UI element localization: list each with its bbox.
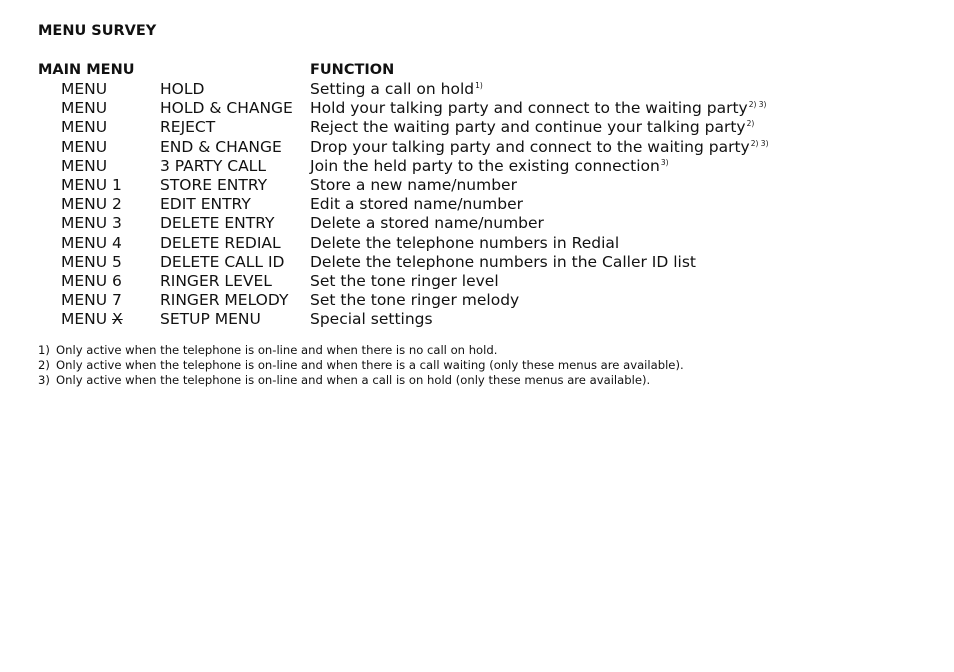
footnote bbox=[38, 358, 918, 373]
footnote-ref: 2) 3) bbox=[748, 100, 767, 110]
menu-key: MENU bbox=[61, 156, 108, 175]
main-menu-header: MAIN MENU bbox=[38, 62, 135, 78]
menu-name: 3 PARTY CALL bbox=[160, 156, 266, 175]
menu-name: EDIT ENTRY bbox=[160, 195, 251, 214]
menu-function: Join the held party to the existing connection$^{3)}$ bbox=[310, 156, 669, 175]
menu-key: MENU X bbox=[61, 310, 123, 329]
table-header bbox=[38, 60, 918, 80]
table-row bbox=[38, 234, 918, 253]
footnotes bbox=[38, 343, 918, 387]
table-row bbox=[38, 253, 918, 272]
menu-function: Set the tone ringer melody bbox=[310, 291, 520, 310]
page-title: MENU SURVEY bbox=[38, 23, 157, 39]
table-row bbox=[38, 157, 918, 176]
footnote-text: Only active when the telephone is on-line and when a call is on hold (only these menus are available). bbox=[56, 372, 651, 387]
menu-table bbox=[38, 80, 918, 329]
footnote-number: 3) bbox=[38, 372, 50, 387]
menu-name: DELETE CALL ID bbox=[160, 252, 285, 271]
menu-name: DELETE ENTRY bbox=[160, 214, 275, 233]
footnote bbox=[38, 343, 918, 358]
table-row bbox=[38, 118, 918, 137]
menu-name: STORE ENTRY bbox=[160, 175, 268, 194]
menu-name: DELETE REDIAL bbox=[160, 233, 281, 252]
menu-function: Setting a call on hold$^{1)}$ bbox=[310, 80, 483, 98]
menu-key: MENU 7 bbox=[61, 291, 122, 310]
menu-key: MENU 6 bbox=[61, 271, 122, 290]
menu-function: Store a new name/number bbox=[310, 175, 517, 194]
footnote-text: Only active when the telephone is on-line and when there is no call on hold. bbox=[56, 343, 498, 358]
table-row bbox=[38, 214, 918, 233]
footnote-ref: 2) bbox=[746, 119, 755, 129]
menu-key: MENU 5 bbox=[61, 252, 122, 271]
menu-function: Delete the telephone numbers in the Caller ID list bbox=[310, 252, 696, 271]
footnote-number: 2) bbox=[38, 358, 50, 373]
footnote-ref: 1) bbox=[475, 81, 483, 90]
menu-name: END & CHANGE bbox=[160, 137, 282, 156]
menu-survey-page bbox=[38, 21, 918, 388]
table-row bbox=[38, 272, 918, 291]
menu-function: Reject the waiting party and continue your talking party$^{2)}$ bbox=[310, 118, 755, 137]
table-row bbox=[38, 310, 918, 329]
menu-key: MENU bbox=[61, 80, 108, 98]
table-row bbox=[38, 176, 918, 195]
footnote bbox=[38, 373, 918, 388]
menu-key: MENU 4 bbox=[61, 233, 122, 252]
table-row bbox=[38, 195, 918, 214]
menu-name: REJECT bbox=[160, 118, 216, 137]
menu-function: Hold your talking party and connect to the waiting party$^{2) 3)}$ bbox=[310, 99, 767, 118]
menu-function: Set the tone ringer level bbox=[310, 271, 499, 290]
menu-key: MENU 1 bbox=[61, 175, 122, 194]
menu-name: SETUP MENU bbox=[160, 310, 261, 329]
footnote-ref: 2) 3) bbox=[750, 138, 769, 148]
table-row bbox=[38, 80, 918, 99]
menu-key: MENU 3 bbox=[61, 214, 122, 233]
table-row bbox=[38, 99, 918, 118]
menu-function: Delete a stored name/number bbox=[310, 214, 544, 233]
table-row bbox=[38, 138, 918, 157]
footnote-number: 1) bbox=[38, 343, 50, 358]
menu-function: Delete the telephone numbers in Redial bbox=[310, 233, 620, 252]
menu-name: RINGER MELODY bbox=[160, 291, 289, 310]
table-row bbox=[38, 291, 918, 310]
menu-name: HOLD & CHANGE bbox=[160, 99, 293, 118]
footnote-ref: 3) bbox=[660, 157, 669, 167]
menu-function: Edit a stored name/number bbox=[310, 195, 524, 214]
menu-function: Drop your talking party and connect to the waiting party$^{2) 3)}$ bbox=[310, 137, 769, 156]
function-header: FUNCTION bbox=[310, 62, 395, 78]
footnote-text: Only active when the telephone is on-line and when there is a call waiting (only these menus are available). bbox=[56, 358, 684, 373]
menu-key: MENU bbox=[61, 118, 108, 137]
menu-key: MENU bbox=[61, 99, 108, 118]
menu-function: Special settings bbox=[310, 310, 433, 329]
menu-name: HOLD bbox=[160, 80, 205, 98]
key-x-icon: X bbox=[112, 310, 123, 329]
menu-key: MENU bbox=[61, 137, 108, 156]
menu-name: RINGER LEVEL bbox=[160, 271, 272, 290]
menu-key: MENU 2 bbox=[61, 195, 122, 214]
